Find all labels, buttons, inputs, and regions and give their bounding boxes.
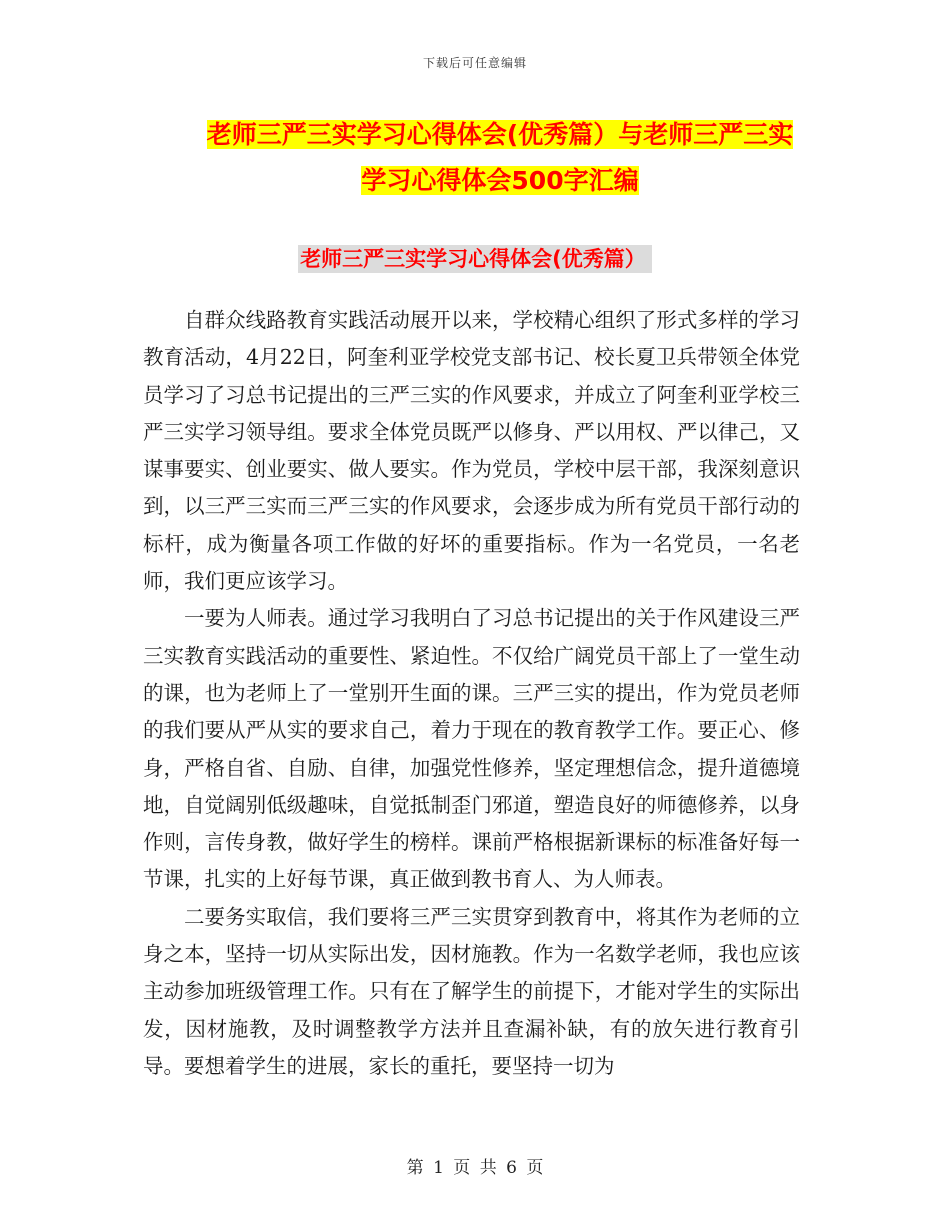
paragraph: 自群众线路教育实践活动展开以来，学校精心组织了形式多样的学习教育活动，4月22日，阿奎利亚学校党支部书记、校长夏卫兵带领全体党员学习了习总书记提出的三严三实的作风要求，并成立了阿奎利亚学校三严三实学习领导组。要求全体党员既严以修身、严以用权、严以律己，又谋事要实、创业要实、做人要实。作为党员，学校中层干部，我深刻意识到，以三严三实而三严三实的作风要求，会逐步成为所有党员干部行动的标杆，成为衡量各项工作做的好坏的重要指标。作为一名党员，一名老师，我们更应该学习。 [143, 308, 800, 594]
page-number-footer: 第 1 页 共 6 页 [406, 1158, 544, 1178]
article-body [143, 302, 800, 1085]
section-title [0, 244, 950, 274]
download-note: 下载后可任意编辑 [422, 56, 527, 70]
paragraph: 一要为人师表。通过学习我明白了习总书记提出的关于作风建设三严三实教育实践活动的重要性、紧迫性。不仅给广阔党员干部上了一堂生动的课，也为老师上了一堂别开生面的课。三严三实的提出，作为党员老师的我们要从严从实的要求自己，着力于现在的教育教学工作。要正心、修身，严格自省、自励、自律，加强党性修养，坚定理想信念，提升道德境地，自觉阔别低级趣味，自觉抵制歪门邪道，塑造良好的师德修养，以身作则，言传身教，做好学生的榜样。课前严格根据新课标的标准备好每一节课，扎实的上好每节课，真正做到教书育人、为人师表。 [143, 606, 800, 892]
document-title [150, 112, 850, 204]
title-line-2: 学习心得体会500字汇编 [361, 166, 639, 195]
paragraph: 二要务实取信，我们要将三严三实贯穿到教育中，将其作为老师的立身之本，坚持一切从实际出发，因材施教。作为一名数学老师，我也应该主动参加班级管理工作。只有在了解学生的前提下，才能对学生的实际出发，因材施教，及时调整教学方法并且查漏补缺，有的放矢进行教育引导。要想着学生的进展，家长的重托，要坚持一切为 [143, 904, 800, 1078]
section-title-text: 老师三严三实学习心得体会(优秀篇） [298, 245, 652, 273]
title-line-1: 老师三严三实学习心得体会(优秀篇）与老师三严三实 [206, 120, 794, 149]
